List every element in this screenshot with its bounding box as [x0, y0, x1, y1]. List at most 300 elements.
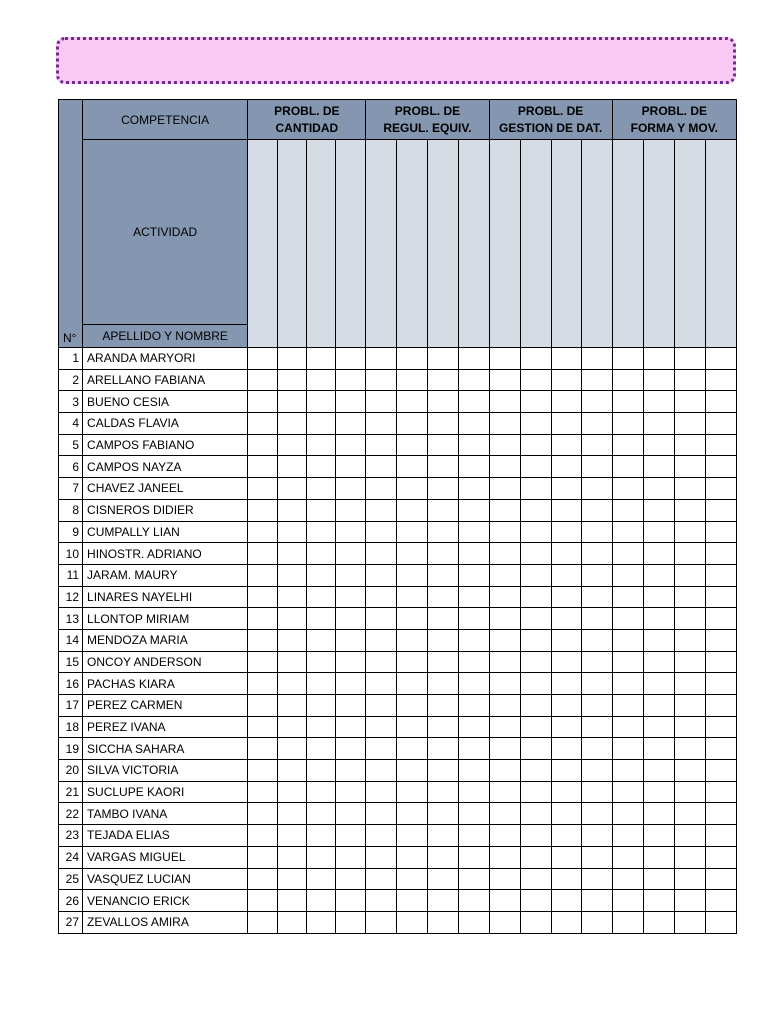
grade-cell[interactable] [428, 478, 458, 500]
grade-cell[interactable] [551, 716, 581, 738]
grade-cell[interactable] [581, 760, 612, 782]
grade-cell[interactable] [278, 586, 307, 608]
grade-cell[interactable] [428, 651, 458, 673]
grade-cell[interactable] [643, 348, 674, 370]
grade-cell[interactable] [705, 478, 736, 500]
grade-cell[interactable] [551, 825, 581, 847]
grade-cell[interactable] [581, 564, 612, 586]
grade-cell[interactable] [278, 521, 307, 543]
grade-cell[interactable] [705, 564, 736, 586]
grade-cell[interactable] [612, 803, 643, 825]
grade-cell[interactable] [366, 803, 397, 825]
grade-cell[interactable] [674, 716, 705, 738]
grade-cell[interactable] [612, 695, 643, 717]
grade-cell[interactable] [489, 825, 520, 847]
grade-cell[interactable] [336, 781, 366, 803]
grade-cell[interactable] [278, 413, 307, 435]
grade-cell[interactable] [366, 434, 397, 456]
grade-cell[interactable] [705, 760, 736, 782]
grade-cell[interactable] [248, 629, 278, 651]
grade-cell[interactable] [551, 673, 581, 695]
grade-cell[interactable] [705, 846, 736, 868]
grade-cell[interactable] [551, 434, 581, 456]
grade-cell[interactable] [551, 911, 581, 933]
grade-cell[interactable] [307, 781, 336, 803]
activity-cell[interactable] [397, 140, 428, 348]
grade-cell[interactable] [307, 543, 336, 565]
grade-cell[interactable] [705, 434, 736, 456]
grade-cell[interactable] [366, 608, 397, 630]
grade-cell[interactable] [489, 413, 520, 435]
grade-cell[interactable] [520, 564, 551, 586]
grade-cell[interactable] [248, 890, 278, 912]
grade-cell[interactable] [674, 478, 705, 500]
grade-cell[interactable] [278, 456, 307, 478]
grade-cell[interactable] [248, 803, 278, 825]
grade-cell[interactable] [397, 434, 428, 456]
grade-cell[interactable] [278, 716, 307, 738]
grade-cell[interactable] [458, 629, 489, 651]
grade-cell[interactable] [397, 695, 428, 717]
grade-cell[interactable] [612, 825, 643, 847]
grade-cell[interactable] [458, 651, 489, 673]
grade-cell[interactable] [520, 825, 551, 847]
grade-cell[interactable] [278, 391, 307, 413]
grade-cell[interactable] [248, 911, 278, 933]
grade-cell[interactable] [248, 738, 278, 760]
grade-cell[interactable] [581, 434, 612, 456]
grade-cell[interactable] [248, 760, 278, 782]
grade-cell[interactable] [674, 911, 705, 933]
grade-cell[interactable] [248, 716, 278, 738]
grade-cell[interactable] [458, 716, 489, 738]
grade-cell[interactable] [674, 391, 705, 413]
grade-cell[interactable] [489, 695, 520, 717]
grade-cell[interactable] [520, 478, 551, 500]
grade-cell[interactable] [551, 348, 581, 370]
grade-cell[interactable] [458, 738, 489, 760]
grade-cell[interactable] [643, 738, 674, 760]
grade-cell[interactable] [520, 521, 551, 543]
grade-cell[interactable] [397, 521, 428, 543]
grade-cell[interactable] [366, 781, 397, 803]
grade-cell[interactable] [397, 586, 428, 608]
grade-cell[interactable] [366, 391, 397, 413]
grade-cell[interactable] [551, 369, 581, 391]
grade-cell[interactable] [397, 803, 428, 825]
grade-cell[interactable] [458, 348, 489, 370]
grade-cell[interactable] [520, 499, 551, 521]
grade-cell[interactable] [458, 478, 489, 500]
grade-cell[interactable] [643, 434, 674, 456]
grade-cell[interactable] [643, 716, 674, 738]
grade-cell[interactable] [581, 716, 612, 738]
grade-cell[interactable] [551, 803, 581, 825]
grade-cell[interactable] [520, 760, 551, 782]
grade-cell[interactable] [643, 478, 674, 500]
grade-cell[interactable] [674, 738, 705, 760]
grade-cell[interactable] [397, 543, 428, 565]
grade-cell[interactable] [307, 673, 336, 695]
grade-cell[interactable] [336, 543, 366, 565]
grade-cell[interactable] [428, 543, 458, 565]
grade-cell[interactable] [489, 846, 520, 868]
grade-cell[interactable] [428, 521, 458, 543]
grade-cell[interactable] [307, 434, 336, 456]
grade-cell[interactable] [248, 499, 278, 521]
grade-cell[interactable] [520, 868, 551, 890]
grade-cell[interactable] [397, 846, 428, 868]
grade-cell[interactable] [428, 564, 458, 586]
grade-cell[interactable] [643, 651, 674, 673]
grade-cell[interactable] [612, 413, 643, 435]
grade-cell[interactable] [248, 564, 278, 586]
grade-cell[interactable] [705, 543, 736, 565]
grade-cell[interactable] [458, 868, 489, 890]
grade-cell[interactable] [705, 803, 736, 825]
grade-cell[interactable] [674, 803, 705, 825]
grade-cell[interactable] [307, 521, 336, 543]
grade-cell[interactable] [307, 651, 336, 673]
grade-cell[interactable] [366, 911, 397, 933]
activity-cell[interactable] [489, 140, 520, 348]
grade-cell[interactable] [489, 760, 520, 782]
grade-cell[interactable] [581, 738, 612, 760]
grade-cell[interactable] [397, 738, 428, 760]
grade-cell[interactable] [551, 651, 581, 673]
grade-cell[interactable] [643, 911, 674, 933]
grade-cell[interactable] [581, 413, 612, 435]
grade-cell[interactable] [674, 781, 705, 803]
grade-cell[interactable] [489, 499, 520, 521]
grade-cell[interactable] [551, 521, 581, 543]
grade-cell[interactable] [489, 478, 520, 500]
grade-cell[interactable] [674, 760, 705, 782]
grade-cell[interactable] [674, 499, 705, 521]
activity-cell[interactable] [248, 140, 278, 348]
grade-cell[interactable] [551, 543, 581, 565]
activity-cell[interactable] [307, 140, 336, 348]
grade-cell[interactable] [428, 781, 458, 803]
grade-cell[interactable] [458, 543, 489, 565]
grade-cell[interactable] [612, 456, 643, 478]
grade-cell[interactable] [520, 456, 551, 478]
grade-cell[interactable] [336, 673, 366, 695]
grade-cell[interactable] [581, 499, 612, 521]
grade-cell[interactable] [581, 478, 612, 500]
grade-cell[interactable] [612, 760, 643, 782]
grade-cell[interactable] [612, 521, 643, 543]
grade-cell[interactable] [643, 521, 674, 543]
grade-cell[interactable] [612, 391, 643, 413]
grade-cell[interactable] [643, 608, 674, 630]
grade-cell[interactable] [612, 348, 643, 370]
grade-cell[interactable] [551, 629, 581, 651]
grade-cell[interactable] [428, 760, 458, 782]
activity-cell[interactable] [674, 140, 705, 348]
grade-cell[interactable] [489, 391, 520, 413]
grade-cell[interactable] [581, 608, 612, 630]
grade-cell[interactable] [248, 478, 278, 500]
grade-cell[interactable] [278, 695, 307, 717]
grade-cell[interactable] [366, 543, 397, 565]
grade-cell[interactable] [307, 738, 336, 760]
grade-cell[interactable] [428, 738, 458, 760]
grade-cell[interactable] [278, 348, 307, 370]
grade-cell[interactable] [705, 586, 736, 608]
grade-cell[interactable] [397, 499, 428, 521]
grade-cell[interactable] [397, 911, 428, 933]
grade-cell[interactable] [428, 629, 458, 651]
grade-cell[interactable] [397, 673, 428, 695]
grade-cell[interactable] [366, 369, 397, 391]
grade-cell[interactable] [643, 543, 674, 565]
grade-cell[interactable] [489, 521, 520, 543]
grade-cell[interactable] [705, 608, 736, 630]
grade-cell[interactable] [278, 825, 307, 847]
grade-cell[interactable] [278, 369, 307, 391]
grade-cell[interactable] [336, 846, 366, 868]
grade-cell[interactable] [336, 499, 366, 521]
grade-cell[interactable] [458, 369, 489, 391]
grade-cell[interactable] [458, 846, 489, 868]
activity-cell[interactable] [705, 140, 736, 348]
grade-cell[interactable] [643, 629, 674, 651]
grade-cell[interactable] [643, 760, 674, 782]
grade-cell[interactable] [551, 478, 581, 500]
grade-cell[interactable] [581, 911, 612, 933]
grade-cell[interactable] [674, 348, 705, 370]
grade-cell[interactable] [489, 348, 520, 370]
grade-cell[interactable] [366, 629, 397, 651]
grade-cell[interactable] [520, 781, 551, 803]
grade-cell[interactable] [397, 608, 428, 630]
grade-cell[interactable] [674, 651, 705, 673]
grade-cell[interactable] [307, 825, 336, 847]
grade-cell[interactable] [278, 564, 307, 586]
grade-cell[interactable] [278, 651, 307, 673]
grade-cell[interactable] [307, 911, 336, 933]
grade-cell[interactable] [428, 695, 458, 717]
grade-cell[interactable] [366, 586, 397, 608]
grade-cell[interactable] [248, 695, 278, 717]
grade-cell[interactable] [551, 868, 581, 890]
grade-cell[interactable] [520, 586, 551, 608]
grade-cell[interactable] [705, 911, 736, 933]
grade-cell[interactable] [336, 369, 366, 391]
grade-cell[interactable] [581, 543, 612, 565]
grade-cell[interactable] [336, 413, 366, 435]
grade-cell[interactable] [520, 391, 551, 413]
grade-cell[interactable] [643, 803, 674, 825]
grade-cell[interactable] [428, 846, 458, 868]
grade-cell[interactable] [278, 781, 307, 803]
grade-cell[interactable] [428, 803, 458, 825]
grade-cell[interactable] [643, 673, 674, 695]
grade-cell[interactable] [397, 413, 428, 435]
grade-cell[interactable] [458, 521, 489, 543]
grade-cell[interactable] [520, 651, 551, 673]
grade-cell[interactable] [674, 868, 705, 890]
grade-cell[interactable] [643, 564, 674, 586]
grade-cell[interactable] [520, 543, 551, 565]
grade-cell[interactable] [643, 456, 674, 478]
grade-cell[interactable] [581, 651, 612, 673]
grade-cell[interactable] [705, 890, 736, 912]
grade-cell[interactable] [551, 760, 581, 782]
grade-cell[interactable] [705, 629, 736, 651]
grade-cell[interactable] [551, 391, 581, 413]
grade-cell[interactable] [551, 564, 581, 586]
grade-cell[interactable] [458, 456, 489, 478]
grade-cell[interactable] [428, 369, 458, 391]
grade-cell[interactable] [428, 716, 458, 738]
grade-cell[interactable] [458, 499, 489, 521]
grade-cell[interactable] [336, 803, 366, 825]
grade-cell[interactable] [278, 673, 307, 695]
grade-cell[interactable] [705, 521, 736, 543]
grade-cell[interactable] [458, 803, 489, 825]
grade-cell[interactable] [551, 890, 581, 912]
grade-cell[interactable] [643, 781, 674, 803]
grade-cell[interactable] [520, 803, 551, 825]
grade-cell[interactable] [489, 651, 520, 673]
grade-cell[interactable] [520, 911, 551, 933]
grade-cell[interactable] [458, 673, 489, 695]
grade-cell[interactable] [520, 846, 551, 868]
grade-cell[interactable] [551, 846, 581, 868]
grade-cell[interactable] [551, 499, 581, 521]
grade-cell[interactable] [248, 413, 278, 435]
activity-cell[interactable] [612, 140, 643, 348]
grade-cell[interactable] [428, 413, 458, 435]
grade-cell[interactable] [278, 434, 307, 456]
grade-cell[interactable] [307, 760, 336, 782]
grade-cell[interactable] [428, 499, 458, 521]
grade-cell[interactable] [248, 369, 278, 391]
grade-cell[interactable] [336, 586, 366, 608]
grade-cell[interactable] [336, 760, 366, 782]
grade-cell[interactable] [520, 608, 551, 630]
grade-cell[interactable] [551, 586, 581, 608]
grade-cell[interactable] [366, 456, 397, 478]
grade-cell[interactable] [366, 760, 397, 782]
activity-cell[interactable] [643, 140, 674, 348]
grade-cell[interactable] [366, 738, 397, 760]
grade-cell[interactable] [612, 890, 643, 912]
activity-cell[interactable] [520, 140, 551, 348]
grade-cell[interactable] [336, 911, 366, 933]
grade-cell[interactable] [674, 434, 705, 456]
grade-cell[interactable] [520, 738, 551, 760]
grade-cell[interactable] [366, 868, 397, 890]
grade-cell[interactable] [278, 846, 307, 868]
grade-cell[interactable] [397, 456, 428, 478]
activity-cell[interactable] [428, 140, 458, 348]
grade-cell[interactable] [307, 629, 336, 651]
grade-cell[interactable] [581, 456, 612, 478]
grade-cell[interactable] [397, 348, 428, 370]
grade-cell[interactable] [366, 413, 397, 435]
grade-cell[interactable] [581, 348, 612, 370]
grade-cell[interactable] [643, 586, 674, 608]
grade-cell[interactable] [307, 608, 336, 630]
grade-cell[interactable] [248, 521, 278, 543]
grade-cell[interactable] [520, 673, 551, 695]
grade-cell[interactable] [551, 781, 581, 803]
grade-cell[interactable] [366, 348, 397, 370]
activity-cell[interactable] [458, 140, 489, 348]
grade-cell[interactable] [674, 629, 705, 651]
grade-cell[interactable] [336, 890, 366, 912]
grade-cell[interactable] [336, 391, 366, 413]
grade-cell[interactable] [458, 890, 489, 912]
grade-cell[interactable] [428, 456, 458, 478]
grade-cell[interactable] [674, 673, 705, 695]
grade-cell[interactable] [489, 369, 520, 391]
grade-cell[interactable] [643, 890, 674, 912]
grade-cell[interactable] [397, 781, 428, 803]
grade-cell[interactable] [489, 890, 520, 912]
grade-cell[interactable] [581, 781, 612, 803]
grade-cell[interactable] [489, 629, 520, 651]
grade-cell[interactable] [307, 803, 336, 825]
grade-cell[interactable] [674, 413, 705, 435]
grade-cell[interactable] [643, 695, 674, 717]
grade-cell[interactable] [612, 911, 643, 933]
grade-cell[interactable] [366, 673, 397, 695]
grade-cell[interactable] [612, 608, 643, 630]
grade-cell[interactable] [705, 695, 736, 717]
grade-cell[interactable] [551, 738, 581, 760]
grade-cell[interactable] [397, 868, 428, 890]
grade-cell[interactable] [674, 890, 705, 912]
grade-cell[interactable] [551, 456, 581, 478]
grade-cell[interactable] [551, 608, 581, 630]
grade-cell[interactable] [581, 586, 612, 608]
grade-cell[interactable] [674, 846, 705, 868]
grade-cell[interactable] [458, 781, 489, 803]
grade-cell[interactable] [520, 890, 551, 912]
grade-cell[interactable] [458, 391, 489, 413]
grade-cell[interactable] [397, 825, 428, 847]
grade-cell[interactable] [612, 738, 643, 760]
grade-cell[interactable] [366, 499, 397, 521]
grade-cell[interactable] [705, 391, 736, 413]
grade-cell[interactable] [458, 608, 489, 630]
grade-cell[interactable] [581, 695, 612, 717]
grade-cell[interactable] [705, 499, 736, 521]
activity-cell[interactable] [336, 140, 366, 348]
grade-cell[interactable] [428, 391, 458, 413]
grade-cell[interactable] [366, 564, 397, 586]
grade-cell[interactable] [307, 716, 336, 738]
grade-cell[interactable] [336, 521, 366, 543]
grade-cell[interactable] [336, 478, 366, 500]
grade-cell[interactable] [612, 673, 643, 695]
grade-cell[interactable] [366, 825, 397, 847]
grade-cell[interactable] [428, 348, 458, 370]
grade-cell[interactable] [705, 738, 736, 760]
grade-cell[interactable] [366, 521, 397, 543]
grade-cell[interactable] [674, 825, 705, 847]
grade-cell[interactable] [278, 499, 307, 521]
grade-cell[interactable] [612, 499, 643, 521]
grade-cell[interactable] [307, 478, 336, 500]
grade-cell[interactable] [278, 629, 307, 651]
grade-cell[interactable] [397, 478, 428, 500]
grade-cell[interactable] [612, 781, 643, 803]
